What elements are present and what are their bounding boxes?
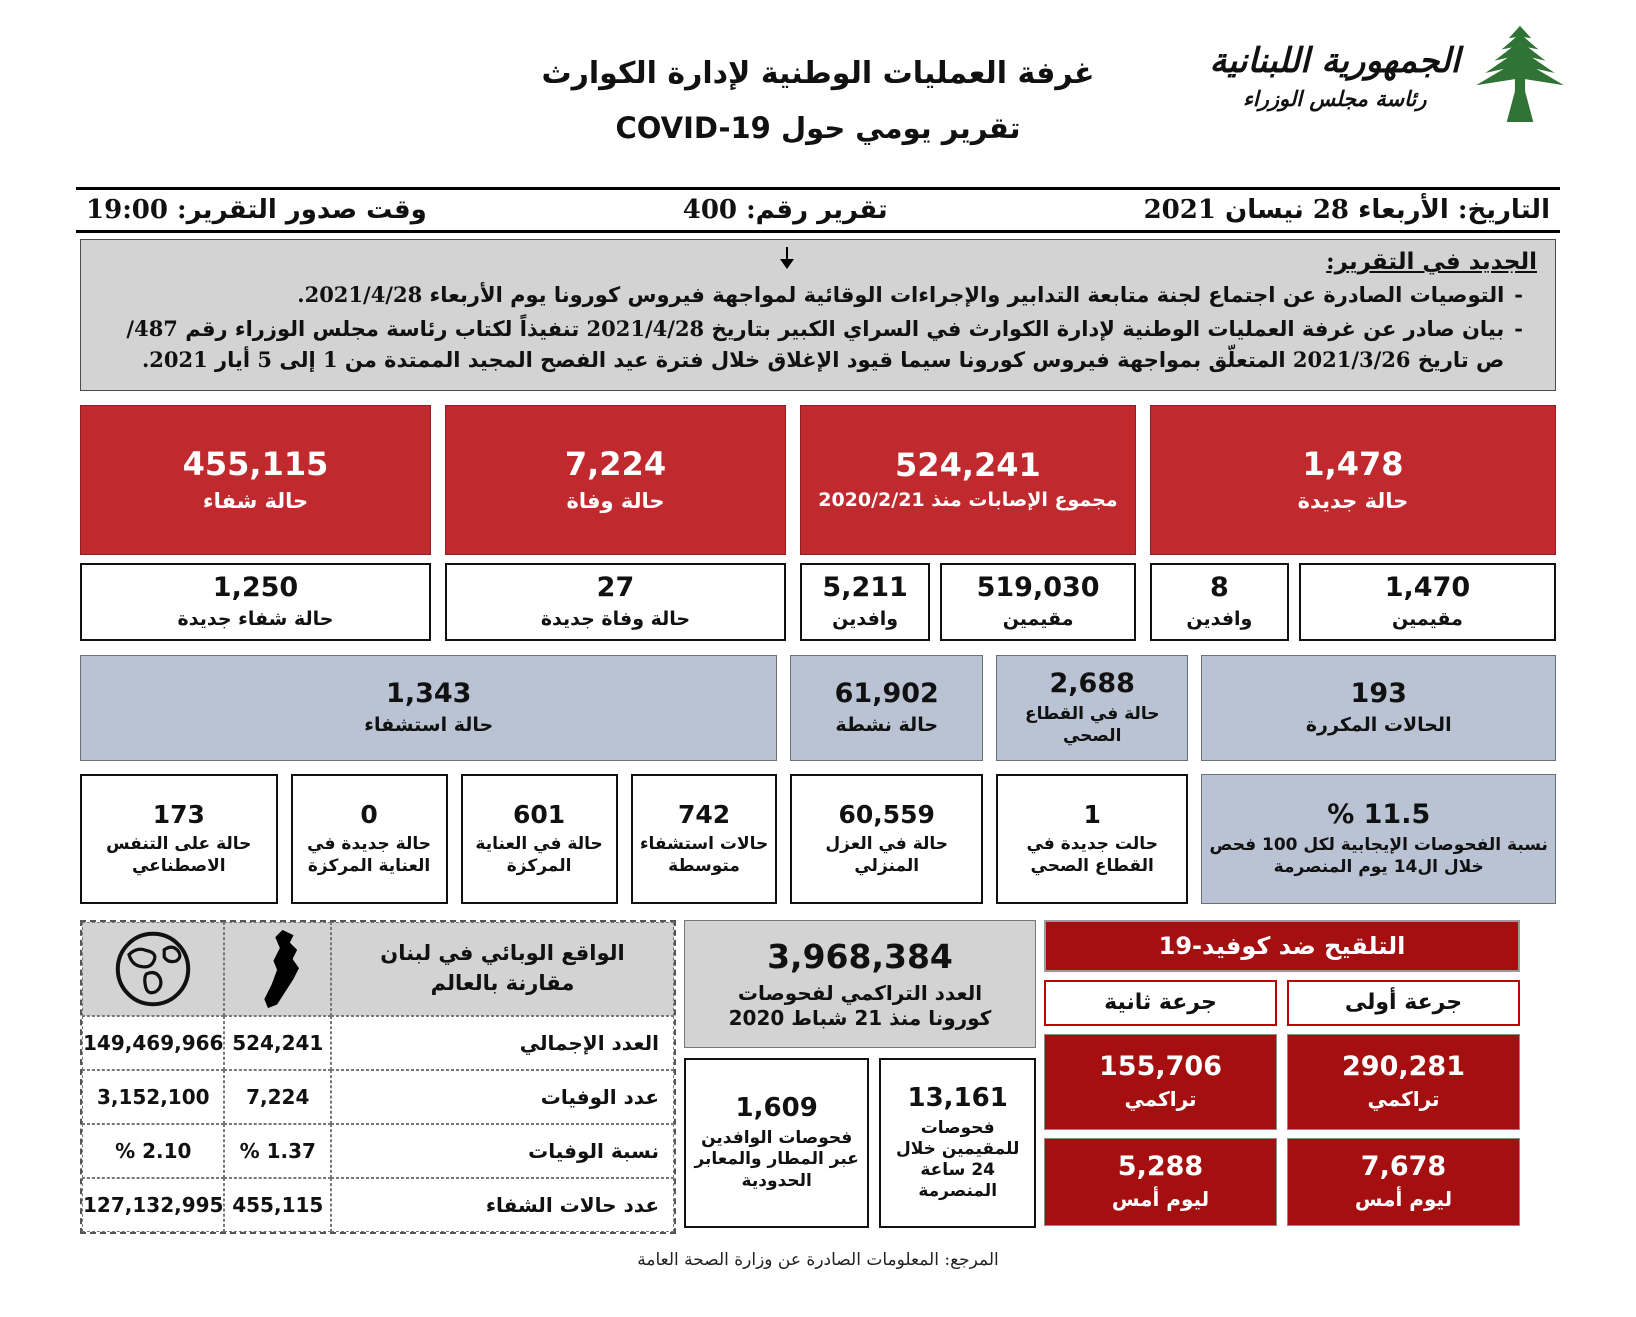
card-medium-hospitalizations: [631, 774, 778, 904]
report-title-line1: غرفة العمليات الوطنية لإدارة الكوارث: [541, 56, 1095, 91]
first-dose-header: جرعة أولى: [1287, 980, 1520, 1026]
news-item-text: بيان صادر عن غرفة العمليات الوطنية لإدارة الكوارث في السراي الكبير بتاريخ 2021/4/28 تنفيذاً لكتاب رئاسة مجلس الوزراء رقم 487/ ص تاريخ 2021/3/26 المتعلّق بمواجهة فيروس كورونا سيما قيود الإغلاق خلال فترة عيد الفصح المجيد الممتدة من 1 إلى 5 أيار 2021.: [126, 315, 1505, 372]
new-cases-label: حالة جديدة: [1297, 488, 1409, 513]
deaths-value: 7,224: [564, 444, 667, 483]
second-dose-cumulative-value: 155,706: [1099, 1051, 1222, 1082]
card-new-arrivals: [1150, 563, 1289, 641]
new-residents-value: 1,470: [1384, 571, 1471, 603]
card-hospitalized: [80, 655, 777, 761]
hospitalized-value: 1,343: [386, 677, 472, 709]
stat-col-recoveries: [80, 405, 431, 641]
new-residents-label: مقيمين: [1392, 607, 1463, 630]
card-first-dose-yesterday: [1287, 1138, 1520, 1226]
bullet-dash: -: [1514, 315, 1523, 341]
card-new-cases: [1150, 405, 1556, 555]
total-residents-label: مقيمين: [1002, 607, 1074, 630]
bottom-section: [80, 920, 1556, 1234]
report-date: التاريخ: الأربعاء 28 نيسان 2021: [1143, 195, 1550, 225]
card-second-dose-cumulative: [1044, 1034, 1277, 1130]
comparison-lebanon-value: 7,224: [224, 1070, 331, 1124]
second-dose-header: جرعة ثانية: [1044, 980, 1277, 1026]
stat-col-deaths: [445, 405, 786, 641]
new-recoveries-label: حالة شفاء جديدة: [177, 607, 334, 630]
card-ventilator: [80, 774, 278, 904]
recoveries-label: حالة شفاء: [202, 488, 309, 513]
medium-hosp-label: حالات استشفاء متوسطة: [639, 834, 769, 876]
news-title: الجديد في التقرير:: [1326, 248, 1537, 275]
card-new-deaths: [445, 563, 786, 641]
ventilator-label: حالة على التنفس الاصطناعي: [106, 834, 252, 876]
report-title-line2: تقرير يومي حول COVID-19: [615, 111, 1021, 145]
comparison-row-label: العدد الإجمالي: [331, 1016, 674, 1070]
comparison-world-value: 3,152,100: [82, 1070, 224, 1124]
arrival-tests-label: فحوصات الوافدين عبر المطار والمعابر الحدودية: [694, 1128, 859, 1191]
card-active-cases: [790, 655, 982, 761]
card-total-arrivals: [800, 563, 930, 641]
arrival-tests-value: 1,609: [735, 1093, 818, 1124]
active-cases-label: حالة نشطة: [835, 713, 939, 736]
card-deaths: [445, 405, 786, 555]
resident-tests-label: فحوصات للمقيمين خلال 24 ساعة المنصرمة: [895, 1117, 1020, 1202]
comparison-lebanon-value: 455,115: [224, 1178, 331, 1232]
total-cases-value: 524,241: [895, 446, 1041, 485]
card-home-isolation: [790, 774, 982, 904]
new-health-sector-label: حالت جديدة في القطاع الصحي: [1026, 834, 1158, 876]
first-dose-cumulative-value: 290,281: [1342, 1051, 1465, 1082]
government-logo: [1210, 22, 1566, 132]
comparison-row-label: عدد حالات الشفاء: [331, 1178, 674, 1232]
card-new-residents: [1299, 563, 1556, 641]
card-health-sector-cases: [996, 655, 1188, 761]
card-total-cases: [800, 405, 1136, 555]
news-box: [80, 239, 1556, 391]
news-item: [99, 279, 1537, 311]
secondary-stats-grid: [80, 655, 1556, 904]
new-health-sector-value: 1: [1083, 800, 1101, 830]
meta-bar: [76, 187, 1560, 233]
medium-hosp-value: 742: [677, 800, 731, 830]
comparison-world-value: 127,132,995: [82, 1178, 224, 1232]
comparison-world-value: 2.10 %: [82, 1124, 224, 1178]
bullet-dash: -: [1514, 282, 1523, 307]
second-dose-yesterday-label: ليوم أمس: [1111, 1187, 1210, 1211]
comparison-title: الواقع الوبائي في لبنان مقارنة بالعالم: [331, 922, 674, 1016]
tests-section: [684, 920, 1036, 1234]
new-icu-value: 0: [360, 800, 378, 830]
health-sector-label: حالة في القطاع الصحي: [1024, 704, 1160, 746]
world-comparison-table: [80, 920, 676, 1234]
card-icu: [461, 774, 618, 904]
card-second-dose-yesterday: [1044, 1138, 1277, 1226]
comparison-row-label: نسبة الوفيات: [331, 1124, 674, 1178]
card-total-residents: [940, 563, 1136, 641]
republic-name: الجمهورية اللبنانية: [1209, 40, 1460, 81]
second-dose-cumulative-label: تراكمي: [1124, 1087, 1197, 1111]
recoveries-value: 455,115: [182, 444, 329, 483]
comparison-row-label: عدد الوفيات: [331, 1070, 674, 1124]
logo-text: [1209, 40, 1460, 112]
comparison-lebanon-value: 524,241: [224, 1016, 331, 1070]
home-isolation-value: 60,559: [838, 800, 935, 830]
news-item: [99, 313, 1537, 376]
stat-col-total-cases: [800, 405, 1136, 641]
reference-note: المرجع: المعلومات الصادرة عن وزارة الصحة العامة: [637, 1249, 999, 1270]
vaccination-title: التلقيح ضد كوفيد-19: [1044, 920, 1520, 972]
news-item-text: التوصيات الصادرة عن اجتماع لجنة متابعة التدابير والإجراءات الوقائية لمواجهة فيروس كورونا يوم الأربعاء 2021/4/28.: [297, 282, 1505, 307]
new-arrivals-value: 8: [1209, 571, 1229, 603]
new-deaths-label: حالة وفاة جديدة: [540, 607, 691, 630]
first-dose-yesterday-value: 7,678: [1360, 1151, 1447, 1182]
new-deaths-value: 27: [596, 571, 635, 603]
primary-stats-grid: [80, 405, 1556, 641]
card-positivity-rate: [1201, 774, 1556, 904]
second-dose-yesterday-value: 5,288: [1117, 1151, 1204, 1182]
deaths-label: حالة وفاة: [566, 488, 665, 513]
icu-value: 601: [513, 800, 566, 830]
card-recoveries: [80, 405, 431, 555]
home-isolation-label: حالة في العزل المنزلي: [825, 834, 949, 876]
comparison-world-value: 149,469,966: [82, 1016, 224, 1070]
total-arrivals-value: 5,211: [822, 571, 908, 603]
stat-col-new-cases: [1150, 405, 1556, 641]
first-dose-cumulative-label: تراكمي: [1367, 1087, 1440, 1111]
vaccination-section: [1044, 920, 1520, 1234]
card-repeated-cases: [1201, 655, 1556, 761]
active-cases-value: 61,902: [834, 677, 939, 709]
cumulative-tests-label: العدد التراكمي لفحوصات كورونا منذ 21 شباط 2020: [728, 980, 992, 1030]
card-new-recoveries: [80, 563, 431, 641]
globe-icon: [82, 922, 224, 1016]
new-cases-value: 1,478: [1302, 444, 1404, 483]
new-arrivals-label: وافدين: [1186, 607, 1253, 630]
report-issue-time: وقت صدور التقرير: 19:00: [86, 195, 427, 225]
comparison-lebanon-value: 1.37 %: [224, 1124, 331, 1178]
card-new-health-sector: [996, 774, 1188, 904]
down-arrow-icon: [780, 259, 794, 269]
pm-office-name: رئاسة مجلس الوزراء: [1243, 86, 1427, 112]
card-arrival-tests: [684, 1058, 869, 1228]
total-arrivals-label: وافدين: [832, 607, 899, 630]
positivity-value: 11.5 %: [1327, 799, 1431, 831]
hospitalized-label: حالة استشفاء: [364, 713, 494, 736]
total-residents-value: 519,030: [976, 571, 1100, 603]
report-number: تقرير رقم: 400: [682, 195, 888, 225]
health-sector-value: 2,688: [1049, 668, 1135, 700]
first-dose-yesterday-label: ليوم أمس: [1354, 1187, 1453, 1211]
lebanon-map-icon: [224, 922, 331, 1016]
new-recoveries-value: 1,250: [212, 571, 299, 603]
ventilator-value: 173: [152, 800, 205, 830]
cedar-tree-icon: [1474, 22, 1566, 132]
repeated-cases-label: الحالات المكررة: [1305, 713, 1452, 736]
new-icu-label: حالة جديدة في العناية المركزة: [307, 834, 431, 876]
card-resident-tests-24h: [879, 1058, 1036, 1228]
icu-label: حالة في العناية المركزة: [475, 834, 603, 876]
positivity-label: نسبة الفحوصات الإيجابية لكل 100 فحص خلال ال14 يوم المنصرمة: [1209, 835, 1548, 877]
card-new-icu: [291, 774, 448, 904]
resident-tests-value: 13,161: [907, 1082, 1008, 1113]
cumulative-tests-value: 3,968,384: [767, 936, 953, 976]
card-cumulative-tests: [684, 920, 1036, 1048]
repeated-cases-value: 193: [1350, 677, 1407, 709]
total-cases-label: مجموع الإصابات منذ 2020/2/21: [818, 489, 1118, 512]
card-first-dose-cumulative: [1287, 1034, 1520, 1130]
